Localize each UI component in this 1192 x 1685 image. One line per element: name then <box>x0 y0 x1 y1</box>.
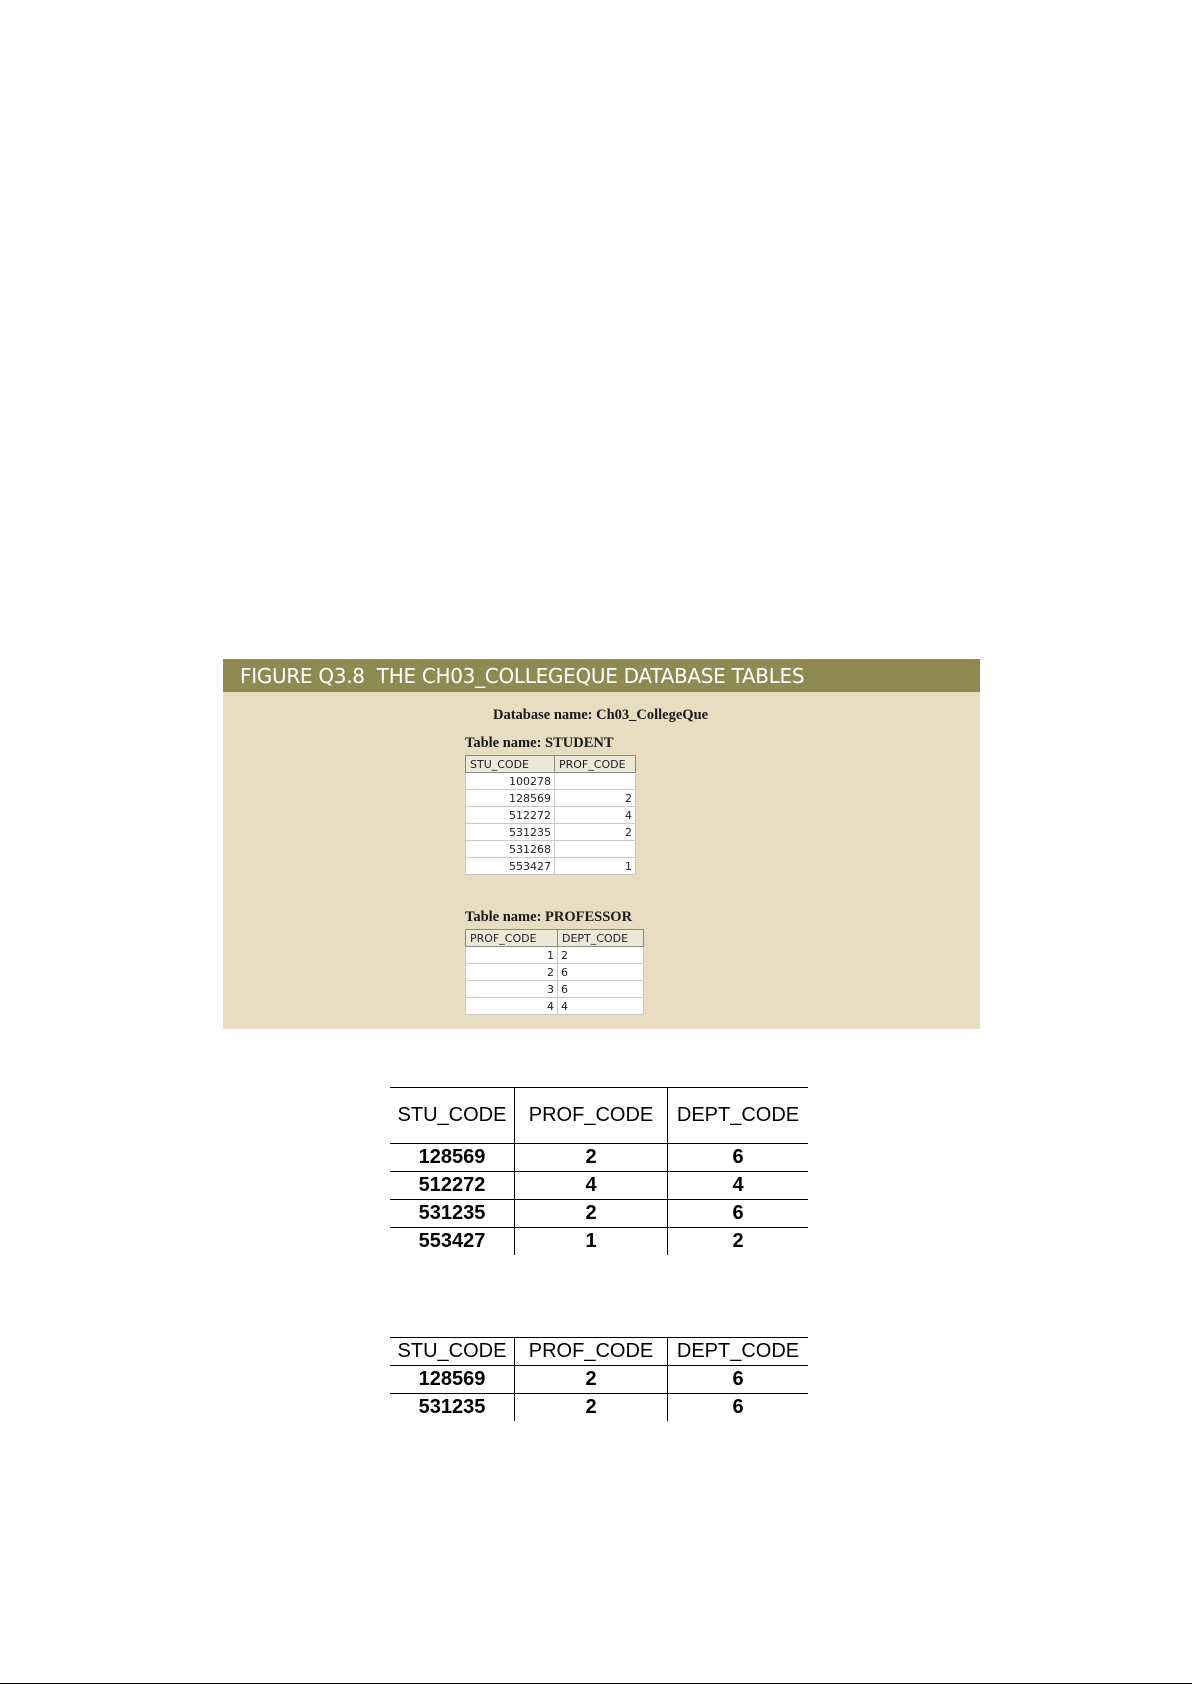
column-header: DEPT_CODE <box>558 930 644 947</box>
table-row <box>390 1144 808 1172</box>
table-cell: 1 <box>555 858 636 875</box>
table-row <box>466 981 644 998</box>
database-name-label: Database name: Ch03_CollegeQue <box>493 707 709 723</box>
table-cell: 553427 <box>418 1230 486 1252</box>
column-header: STU_CODE <box>466 756 555 773</box>
table-cell: 2 <box>515 1394 668 1422</box>
table-cell: 4 <box>668 1172 809 1200</box>
table-row <box>390 1366 808 1394</box>
table-cell: 128569 <box>466 790 555 807</box>
table-row <box>390 1200 808 1228</box>
table-cell: 2 <box>558 947 644 964</box>
student-table <box>465 755 636 875</box>
table-cell: 4 <box>515 1172 668 1200</box>
table-cell: 6 <box>668 1394 809 1422</box>
column-header: DEPT_CODE <box>668 1338 809 1366</box>
table-row <box>390 1394 808 1422</box>
table-cell: 128569 <box>390 1144 515 1172</box>
table-row <box>466 824 636 841</box>
table-cell: 2 <box>515 1144 668 1172</box>
table-row <box>390 1228 808 1256</box>
column-header: STU_CODE <box>390 1338 515 1366</box>
table-row <box>466 790 636 807</box>
table-row <box>466 858 636 875</box>
table-cell <box>555 773 636 790</box>
table-cell: 4 <box>466 998 558 1015</box>
professor-table <box>465 929 644 1015</box>
table-cell <box>555 841 636 858</box>
table-cell: 2 <box>555 824 636 841</box>
column-header: DEPT_CODE <box>668 1088 809 1144</box>
table-row <box>466 998 644 1015</box>
table-cell: 531235 <box>418 1396 486 1418</box>
result-table-2 <box>390 1337 808 1421</box>
column-header: STU_CODE <box>390 1088 515 1144</box>
figure-title: FIGURE Q3.8 THE CH03_COLLEGEQUE DATABASE TABLES <box>223 659 980 692</box>
table-cell: 2 <box>466 964 558 981</box>
table-cell: 512272 <box>466 807 555 824</box>
column-header: PROF_CODE <box>515 1088 668 1144</box>
table-row <box>390 1172 808 1200</box>
column-header: PROF_CODE <box>466 930 558 947</box>
table-cell: 2 <box>668 1228 809 1256</box>
column-header: PROF_CODE <box>555 756 636 773</box>
table-cell: 6 <box>668 1144 809 1172</box>
table-cell: 2 <box>515 1366 668 1394</box>
table-row <box>466 841 636 858</box>
column-header: PROF_CODE <box>515 1338 668 1366</box>
table-cell: 6 <box>558 964 644 981</box>
table-cell: 4 <box>555 807 636 824</box>
table-cell: 1 <box>466 947 558 964</box>
result-table-1 <box>390 1087 808 1255</box>
table-row <box>466 807 636 824</box>
page-bottom-rule <box>0 1683 1192 1684</box>
table-cell: 2 <box>555 790 636 807</box>
table-cell: 4 <box>558 998 644 1015</box>
table-cell: 6 <box>668 1200 809 1228</box>
table-cell: 531235 <box>466 824 555 841</box>
table-cell: 1 <box>515 1228 668 1256</box>
table-cell: 553427 <box>466 858 555 875</box>
table-row <box>466 773 636 790</box>
table-cell: 128569 <box>390 1366 515 1394</box>
table-row <box>466 964 644 981</box>
table-cell: 512272 <box>390 1172 515 1200</box>
table-cell: 6 <box>668 1366 809 1394</box>
table-cell: 531268 <box>466 841 555 858</box>
table-cell: 6 <box>558 981 644 998</box>
figure-q3-8 <box>223 659 980 1029</box>
table-cell: 531235 <box>390 1200 515 1228</box>
professor-table-name: Table name: PROFESSOR <box>465 909 633 925</box>
student-table-name: Table name: STUDENT <box>465 735 614 751</box>
table-cell: 100278 <box>466 773 555 790</box>
table-cell: 2 <box>515 1200 668 1228</box>
table-cell: 3 <box>466 981 558 998</box>
table-row <box>466 947 644 964</box>
